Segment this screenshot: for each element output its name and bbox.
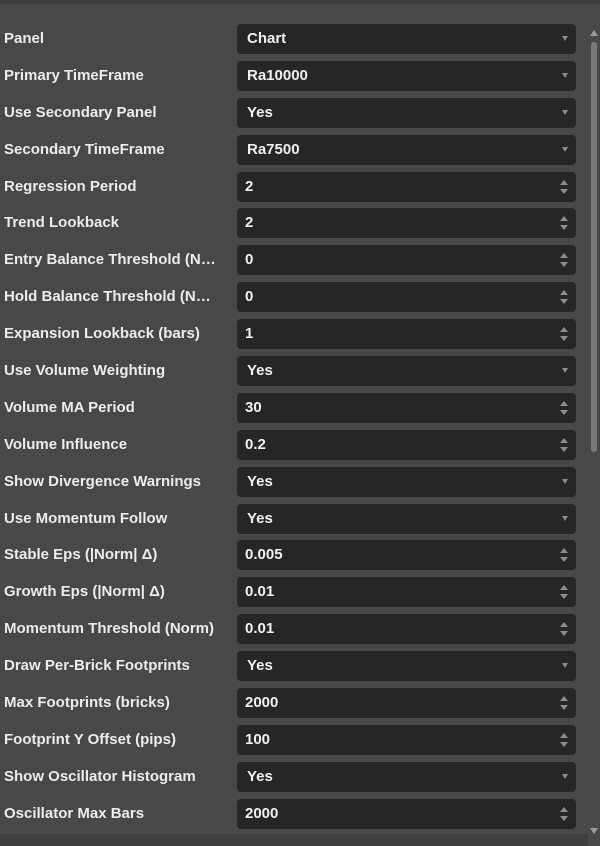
property-value[interactable]: Ra10000 bbox=[247, 66, 308, 84]
volume-ma-period-spinner[interactable] bbox=[237, 393, 576, 423]
spinner-down-icon[interactable] bbox=[560, 742, 568, 747]
hold-balance-threshold-n-spinner[interactable] bbox=[237, 282, 576, 312]
property-value[interactable]: 2000 bbox=[245, 804, 279, 822]
property-label: Show Divergence Warnings bbox=[4, 472, 201, 490]
max-footprints-bricks-spinner[interactable] bbox=[237, 688, 576, 718]
spinner-down-icon[interactable] bbox=[560, 262, 568, 267]
chevron-down-icon[interactable] bbox=[562, 516, 568, 521]
property-row-draw-per-brick-footprints bbox=[0, 647, 588, 684]
property-label: Expansion Lookback (bars) bbox=[4, 325, 200, 343]
property-value[interactable]: 0.2 bbox=[245, 435, 266, 453]
property-list bbox=[0, 20, 588, 832]
spinner-arrows-icon[interactable] bbox=[559, 688, 569, 718]
scroll-up-arrow-icon[interactable] bbox=[590, 30, 598, 36]
chevron-down-icon[interactable] bbox=[562, 479, 568, 484]
property-label: Panel bbox=[4, 30, 45, 47]
spinner-arrows-icon[interactable] bbox=[559, 799, 569, 829]
property-label: Regression Period bbox=[4, 177, 137, 195]
spinner-down-icon[interactable] bbox=[560, 594, 568, 599]
property-row-regression-period bbox=[0, 168, 588, 205]
expansion-lookback-bars-spinner[interactable] bbox=[237, 319, 576, 349]
property-row-panel bbox=[0, 20, 588, 57]
property-label: Growth Eps (|Norm| Δ) bbox=[4, 583, 165, 601]
property-row-footprint-y-offset-pips bbox=[0, 721, 588, 758]
property-row-max-footprints-bricks bbox=[0, 684, 588, 721]
panel-top-edge bbox=[0, 0, 600, 4]
chevron-down-icon[interactable] bbox=[562, 147, 568, 152]
property-label: Primary TimeFrame bbox=[4, 66, 144, 84]
property-value[interactable]: 1 bbox=[245, 325, 254, 343]
property-label: Secondary TimeFrame bbox=[4, 140, 165, 158]
spinner-arrows-icon[interactable] bbox=[559, 282, 569, 312]
property-row-momentum-threshold-norm bbox=[0, 610, 588, 647]
chevron-down-icon[interactable] bbox=[562, 774, 568, 779]
property-value[interactable]: 0 bbox=[245, 251, 254, 269]
spinner-arrows-icon[interactable] bbox=[559, 245, 569, 275]
spinner-down-icon[interactable] bbox=[560, 189, 568, 194]
property-row-volume-influence bbox=[0, 426, 588, 463]
chevron-down-icon[interactable] bbox=[562, 110, 568, 115]
property-row-show-divergence-warnings bbox=[0, 463, 588, 500]
property-label: Use Momentum Follow bbox=[4, 509, 168, 527]
property-label: Volume Influence bbox=[4, 435, 128, 453]
spinner-down-icon[interactable] bbox=[560, 816, 568, 821]
use-volume-weighting-dropdown[interactable] bbox=[237, 356, 576, 386]
trend-lookback-spinner[interactable] bbox=[237, 208, 576, 238]
spinner-down-icon[interactable] bbox=[560, 447, 568, 452]
show-divergence-warnings-dropdown[interactable] bbox=[237, 467, 576, 497]
spinner-up-icon[interactable] bbox=[560, 327, 568, 332]
spinner-down-icon[interactable] bbox=[560, 336, 568, 341]
property-row-oscillator-max-bars bbox=[0, 795, 588, 832]
property-value[interactable]: 2000 bbox=[245, 694, 279, 712]
property-label: Use Secondary Panel bbox=[4, 103, 157, 121]
property-value[interactable]: Chart bbox=[247, 30, 287, 47]
property-value[interactable]: 100 bbox=[245, 730, 271, 748]
property-value[interactable]: Yes bbox=[247, 767, 273, 785]
use-momentum-follow-dropdown[interactable] bbox=[237, 504, 576, 534]
spinner-up-icon[interactable] bbox=[560, 807, 568, 812]
property-value[interactable]: Yes bbox=[247, 103, 273, 121]
property-value[interactable]: 0.01 bbox=[245, 583, 275, 601]
spinner-down-icon[interactable] bbox=[560, 557, 568, 562]
property-row-growth-eps-norm bbox=[0, 573, 588, 610]
property-label: Volume MA Period bbox=[4, 398, 135, 416]
property-row-use-secondary-panel bbox=[0, 94, 588, 131]
property-label: Entry Balance Threshold (N… bbox=[4, 251, 216, 269]
spinner-down-icon[interactable] bbox=[560, 631, 568, 636]
footprint-y-offset-pips-spinner[interactable] bbox=[237, 725, 576, 755]
volume-influence-spinner[interactable] bbox=[237, 430, 576, 460]
show-oscillator-histogram-dropdown[interactable] bbox=[237, 762, 576, 792]
use-secondary-panel-dropdown[interactable] bbox=[237, 98, 576, 128]
property-label: Max Footprints (bricks) bbox=[4, 694, 170, 712]
property-value[interactable]: 2 bbox=[245, 177, 254, 195]
property-label: Show Oscillator Histogram bbox=[4, 767, 196, 785]
regression-period-spinner[interactable] bbox=[237, 172, 576, 202]
primary-timeframe-dropdown[interactable] bbox=[237, 61, 576, 91]
spinner-down-icon[interactable] bbox=[560, 410, 568, 415]
oscillator-max-bars-spinner[interactable] bbox=[237, 799, 576, 829]
property-value[interactable]: Yes bbox=[247, 509, 273, 527]
property-value[interactable]: Yes bbox=[247, 362, 273, 380]
spinner-arrows-icon[interactable] bbox=[559, 614, 569, 644]
spinner-arrows-icon[interactable] bbox=[559, 393, 569, 423]
spinner-up-icon[interactable] bbox=[560, 585, 568, 590]
spinner-up-icon[interactable] bbox=[560, 253, 568, 258]
spinner-arrows-icon[interactable] bbox=[559, 540, 569, 570]
spinner-down-icon[interactable] bbox=[560, 225, 568, 230]
property-label: Oscillator Max Bars bbox=[4, 804, 145, 822]
growth-eps-norm-spinner[interactable] bbox=[237, 577, 576, 607]
property-value[interactable]: 0 bbox=[245, 288, 254, 306]
secondary-timeframe-dropdown[interactable] bbox=[237, 135, 576, 165]
entry-balance-threshold-n-spinner[interactable] bbox=[237, 245, 576, 275]
property-row-trend-lookback bbox=[0, 204, 588, 241]
spinner-arrows-icon[interactable] bbox=[559, 577, 569, 607]
spinner-up-icon[interactable] bbox=[560, 696, 568, 701]
property-value[interactable]: Ra7500 bbox=[247, 140, 300, 158]
property-row-volume-ma-period bbox=[0, 389, 588, 426]
momentum-threshold-norm-spinner[interactable] bbox=[237, 614, 576, 644]
property-row-expansion-lookback-bars bbox=[0, 315, 588, 352]
property-row-use-momentum-follow bbox=[0, 500, 588, 537]
scroll-thumb[interactable] bbox=[591, 42, 597, 452]
spinner-up-icon[interactable] bbox=[560, 401, 568, 406]
property-label: Hold Balance Threshold (N… bbox=[4, 288, 211, 306]
property-value[interactable]: 0.01 bbox=[245, 620, 275, 638]
property-label: Draw Per-Brick Footprints bbox=[4, 657, 190, 675]
chevron-down-icon[interactable] bbox=[562, 368, 568, 373]
panel-dropdown[interactable] bbox=[237, 24, 576, 54]
chevron-down-icon[interactable] bbox=[562, 73, 568, 78]
spinner-up-icon[interactable] bbox=[560, 548, 568, 553]
spinner-up-icon[interactable] bbox=[560, 733, 568, 738]
panel-bottom-edge bbox=[0, 834, 588, 846]
spinner-down-icon[interactable] bbox=[560, 299, 568, 304]
chevron-down-icon[interactable] bbox=[562, 36, 568, 41]
property-label: Trend Lookback bbox=[4, 214, 120, 232]
property-row-primary-timeframe bbox=[0, 57, 588, 94]
property-value[interactable]: 2 bbox=[245, 214, 254, 232]
property-label: Footprint Y Offset (pips) bbox=[4, 730, 176, 748]
spinner-arrows-icon[interactable] bbox=[559, 172, 569, 202]
draw-per-brick-footprints-dropdown[interactable] bbox=[237, 651, 576, 681]
spinner-arrows-icon[interactable] bbox=[559, 319, 569, 349]
spinner-arrows-icon[interactable] bbox=[559, 725, 569, 755]
spinner-up-icon[interactable] bbox=[560, 180, 568, 185]
vertical-scrollbar[interactable] bbox=[588, 20, 600, 846]
spinner-arrows-icon[interactable] bbox=[559, 430, 569, 460]
property-value[interactable]: 30 bbox=[245, 398, 262, 416]
property-value[interactable]: Yes bbox=[247, 472, 273, 490]
property-row-secondary-timeframe bbox=[0, 131, 588, 168]
property-row-show-oscillator-histogram bbox=[0, 758, 588, 795]
spinner-up-icon[interactable] bbox=[560, 622, 568, 627]
property-label: Stable Eps (|Norm| Δ) bbox=[4, 546, 158, 564]
property-value[interactable]: 0.005 bbox=[245, 546, 283, 564]
spinner-up-icon[interactable] bbox=[560, 216, 568, 221]
spinner-down-icon[interactable] bbox=[560, 705, 568, 710]
chevron-down-icon[interactable] bbox=[562, 663, 568, 668]
spinner-up-icon[interactable] bbox=[560, 438, 568, 443]
property-label: Use Volume Weighting bbox=[4, 362, 166, 380]
spinner-up-icon[interactable] bbox=[560, 290, 568, 295]
property-row-entry-balance-threshold-n bbox=[0, 241, 588, 278]
spinner-arrows-icon[interactable] bbox=[559, 208, 569, 238]
property-row-hold-balance-threshold-n bbox=[0, 278, 588, 315]
property-row-use-volume-weighting bbox=[0, 352, 588, 389]
property-label: Momentum Threshold (Norm) bbox=[4, 620, 214, 638]
property-row-stable-eps-norm bbox=[0, 536, 588, 573]
scroll-down-arrow-icon[interactable] bbox=[590, 828, 598, 834]
stable-eps-norm-spinner[interactable] bbox=[237, 540, 576, 570]
property-value[interactable]: Yes bbox=[247, 657, 273, 675]
